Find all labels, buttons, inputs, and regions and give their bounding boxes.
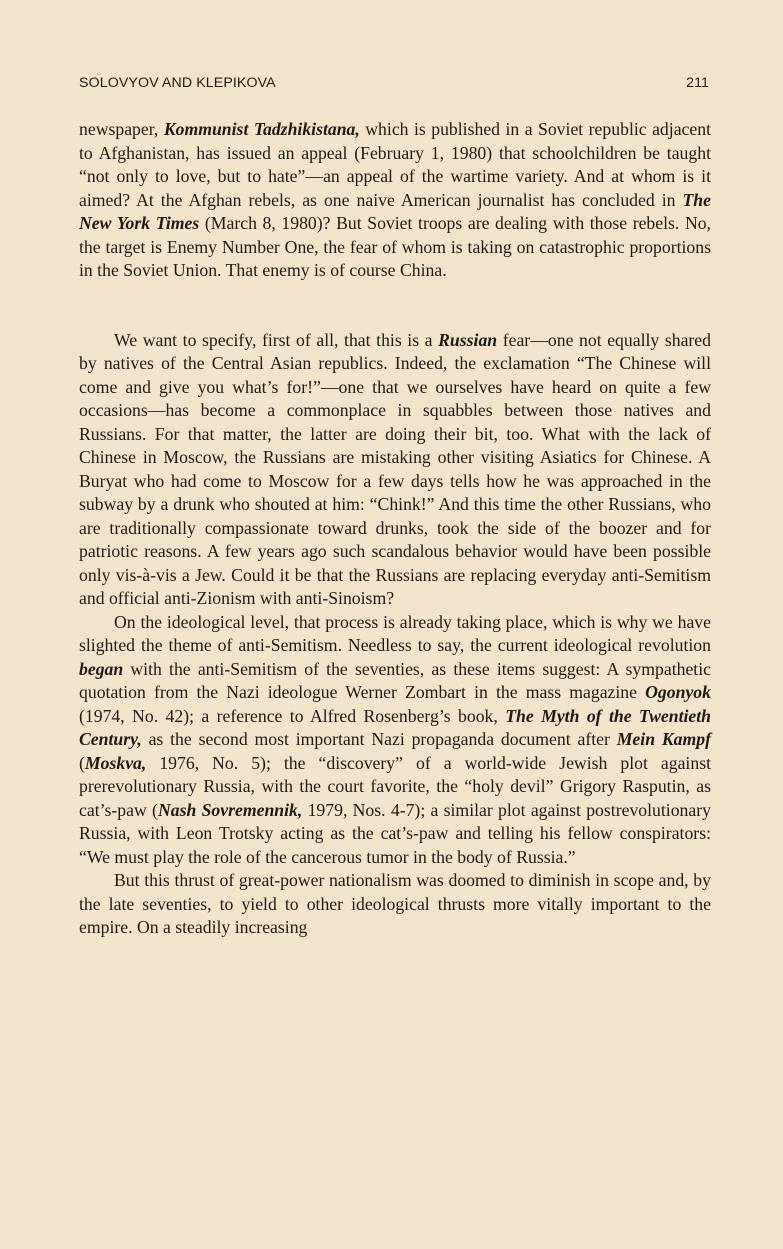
running-head: [79, 73, 709, 93]
p1-text-a: newspaper,: [79, 119, 164, 139]
p3-text-c: with the anti-Semitism of the seventies, as these items suggest: A sympathetic quotation from the Nazi ideologue Werner Zombart in the mass magazine: [79, 658, 711, 702]
p3-title-nash-sovremennik: Nash Sovremennik,: [157, 799, 303, 820]
p3-emphasis-began: began: [79, 658, 124, 679]
paragraph-2: [79, 329, 711, 611]
p3-title-ogonyok: Ogonyok: [645, 682, 711, 702]
p3-title-myth: The Myth of the Twentieth Century,: [79, 705, 711, 749]
page-number: 211: [686, 75, 709, 91]
p1-text-e: (March 8, 1980)? But Soviet troops are dealing with those rebels. No, the target is Enemy Number One, the fear of whom is taking on catastrophic proportions in the Soviet Union. That enemy is of course China.: [79, 213, 711, 280]
running-title: SOLOVYOV AND KLEPIKOVA: [79, 75, 276, 91]
p3-title-moskva: Moskva,: [84, 752, 147, 773]
p1-text-c: which is published in a Soviet republic adjacent to Afghanistan, has issued an appeal (February 1, 1980) that schoolchildren be taught “not only to love, but to hate”—an appeal of the wartime variety. And at whom is it aimed? At the Afghan rebels, as one naive American journalist has concluded in: [79, 119, 712, 210]
body-text: [79, 118, 711, 940]
p1-title-nyt: The New York Times: [79, 189, 711, 233]
p3-text-g: as the second most important Nazi propaganda document after: [141, 729, 617, 749]
p3-text-a: On the ideological level, that process is already taking place, which is why we have slighted the theme of anti-Semitism. Needless to say, the current ideological revolution: [79, 611, 711, 655]
p3-text-e: (1974, No. 42); a reference to Alfred Rosenberg’s book,: [79, 705, 506, 726]
paragraph-4: [79, 869, 711, 940]
p2-text-c: fear—one not equally shared by natives of the Central Asian republics. Indeed, the exclamation “The Chinese will come and give you what’s for!”—one that we ourselves have heard on quite a few occasions—has become a commonplace in squabbles between those natives and Russians. For that matter, the latter are doing their bit, too. What with the lack of Chinese in Moscow, the Russians are mistaking other visiting Asiatics for Chinese. A Buryat who had come to Moscow for a few days tells how he was approached in the subway by a drunk who shouted at him: “Chink!” And this time the other Russians, who are traditionally compassionate toward drunks, took the side of the boozer and for patriotic reasons. A few years ago such scandalous behavior would have been possible only vis-à-vis a Jew. Could it be that the Russians are replacing everyday anti-Semitism and official anti-Zionism with anti-Sinoism?: [79, 329, 712, 608]
paragraph-3: [79, 611, 711, 870]
p3-text-m: 1979, Nos. 4-7); a similar plot against postrevolutionary Russia, with Leon Trotsky acting as the cat’s-paw and telling his fellow conspirators: “We must play the role of the cancerous tumor in the body of Russia.”: [79, 799, 711, 867]
p3-title-mein-kampf: Mein Kampf: [616, 729, 711, 749]
paragraph-1: [79, 118, 711, 283]
p3-text-i: (: [79, 752, 85, 773]
p2-text-a: We want to specify, first of all, that this is a: [114, 329, 439, 350]
p1-title-kommunist-tadzhikistana: Kommunist Tadzhikistana,: [163, 119, 360, 139]
p2-emphasis-russian: Russian: [438, 329, 498, 350]
p3-text-k: 1976, No. 5); the “discovery” of a world-wide Jewish plot against prerevolutionary Russia, with the court favorite, the “holy devil” Grigory Rasputin, as cat’s-paw (: [79, 752, 711, 820]
p4-text-a: But this thrust of great-power nationalism was doomed to diminish in scope and, by the late seventies, to yield to other ideological thrusts more vitally important to the empire. On a steadily increasing: [79, 870, 711, 937]
